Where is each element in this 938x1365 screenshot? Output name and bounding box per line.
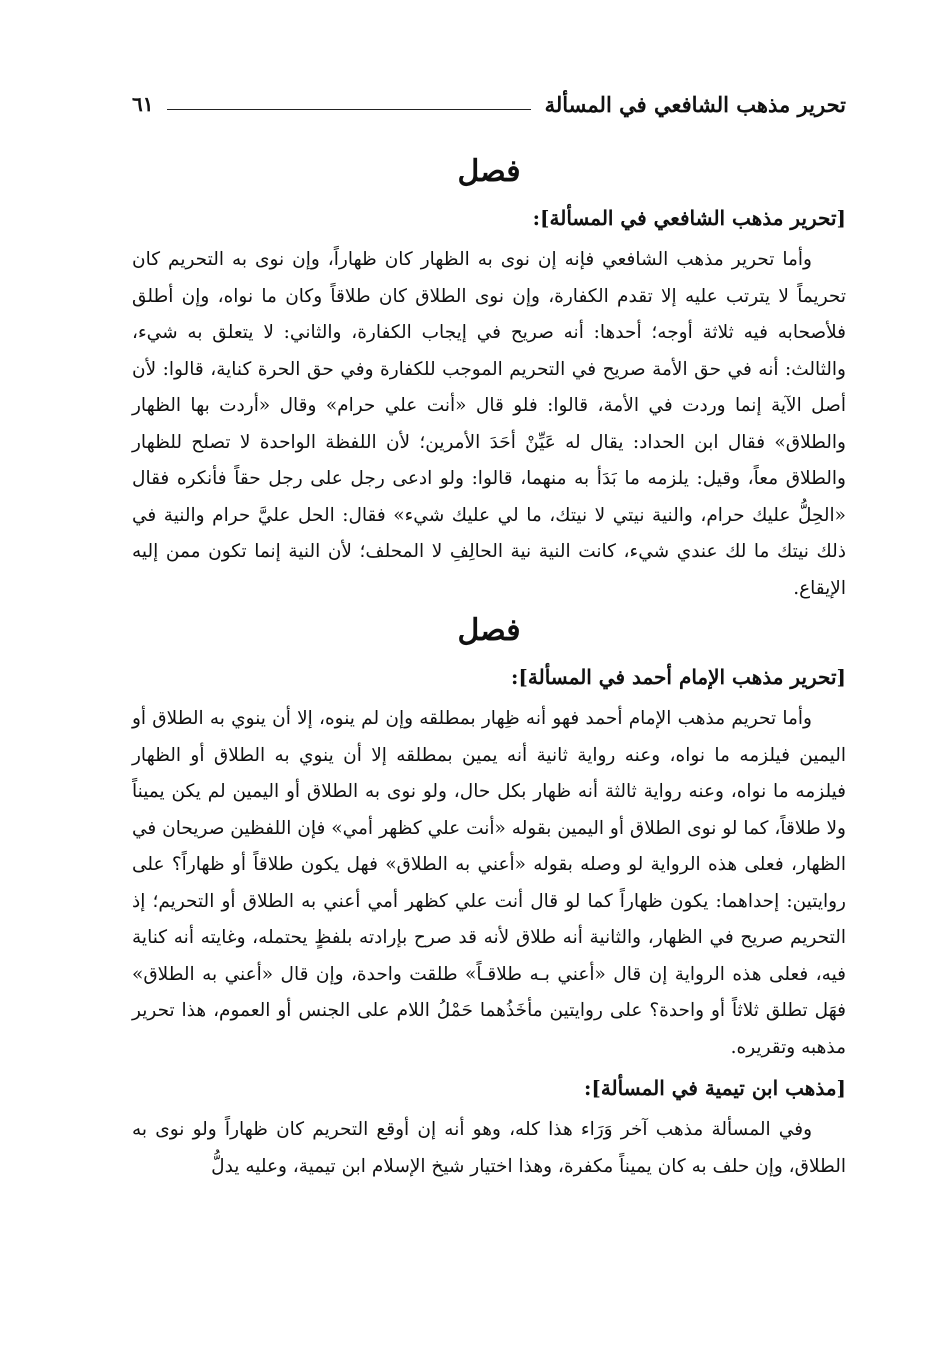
section-subheading: [مذهب ابن تيمية في المسألة]:	[583, 1076, 846, 1100]
running-header	[132, 84, 846, 124]
section-ahmad	[132, 611, 846, 1066]
section-paragraph: وفي المسألة مذهب آخر وَرَاء هذا كله، وهو أنه إن أوقع التحريم كان ظهاراً ولو نوى به الطلاق، وإن حلف به كان يميناً مكفرة، وهذا اختيار شيخ الإسلام ابن تيمية، وعليه يدلُّ	[132, 1119, 846, 1177]
page-number: ٦١	[132, 92, 154, 116]
section-paragraph: وأما تحريم مذهب الإمام أحمد فهو أنه ظِهار بمطلقه وإن لم ينوه، إلا أن ينوي به الطلاق أو اليمين فيلزمه ما نواه، وعنه رواية ثانية أنه يمين بمطلقه إلا أن ينوي به الطلاق أو الظهار فيلزمه ما نواه، وعنه رواية ثالثة أنه ظهار بكل حال، ولو نوى به الطلاق أو اليمين لم يكن يميناً ولا طلاقاً، كما لو نوى الطلاق أو اليمين بقوله «أنت علي كظهر أمي» فإن اللفظين صريحان في الظهار، فعلى هذه الرواية لو وصله بقوله «أعني به الطلاق» فهل يكون طلاقاً أو ظهاراً؟ على روايتين: إحداهما: يكون ظهاراً كما لو قال أنت علي كظهر أمي أعني به الطلاق أو التحريم؛ إذ التحريم صريح في الظهار، والثانية أنه طلاق لأنه قد صرح بإرادته بلفظٍ يحتمله، وغايته أنه كناية فيه، فعلى هذه الرواية إن قال «أعني بـه طلاقـاً» طلقت واحدة، وإن قال «أعني به الطلاق» فهَل تطلق ثلاثاً أو واحدة؟ على روايتين مأخَذُهما حَمْلُ اللام على الجنس أو العموم، هذا تحرير مذهبه وتقريره.	[132, 708, 846, 1058]
header-rule	[167, 109, 530, 110]
section-shafii	[132, 152, 846, 607]
section-subheading: [تحرير مذهب الإمام أحمد في المسألة]:	[511, 665, 846, 689]
chapter-heading: فصل	[457, 154, 521, 189]
running-title: تحرير مذهب الشافعي في المسألة	[544, 91, 846, 117]
chapter-heading: فصل	[457, 613, 521, 648]
section-ibn-taymiyya	[132, 1070, 846, 1185]
section-paragraph: وأما تحرير مذهب الشافعي فإنه إن نوى به الظهار كان ظهاراً، وإن نوى به التحريم كان تحريماً لا يترتب عليه إلا تقدم الكفارة، وإن نوى الطلاق كان طلاقاً وكان ما نواه، وإن أطلق فلأصحابه فيه ثلاثة أوجه؛ أحدها: أنه صريح في إيجاب الكفارة، والثاني: لا يتعلق به شيء، والثالث: أنه في حق الأمة صريح في التحريم الموجب للكفارة وفي حق الحرة كناية، قالوا: لأن أصل الآية إنما وردت في الأمة، قالوا: فلو قال «أنت علي حرام» وقال «أردت بها الظهار والطلاق» فقال ابن الحداد: يقال له عَيِّنْ أحَدَ الأمرين؛ لأن اللفظة الواحدة لا تصلح للظهار والطلاق معاً، وقيل: يلزمه ما بَدَأ به منهما، قالوا: ولو ادعى رجل على رجل حقاً فأنكره فقال «الحِلُّ عليك حرام، والنية نيتي لا نيتك، ما لي عليك شيء» فقال: الحل عليَّ حرام والنية في ذلك نيتك ما لك عندي شيء، كانت النية نية الحالِفِ لا المحلف؛ لأن النية إنما تكون ممن إليه الإيقاع.	[132, 249, 846, 599]
section-subheading: [تحرير مذهب الشافعي في المسألة]:	[532, 206, 846, 230]
